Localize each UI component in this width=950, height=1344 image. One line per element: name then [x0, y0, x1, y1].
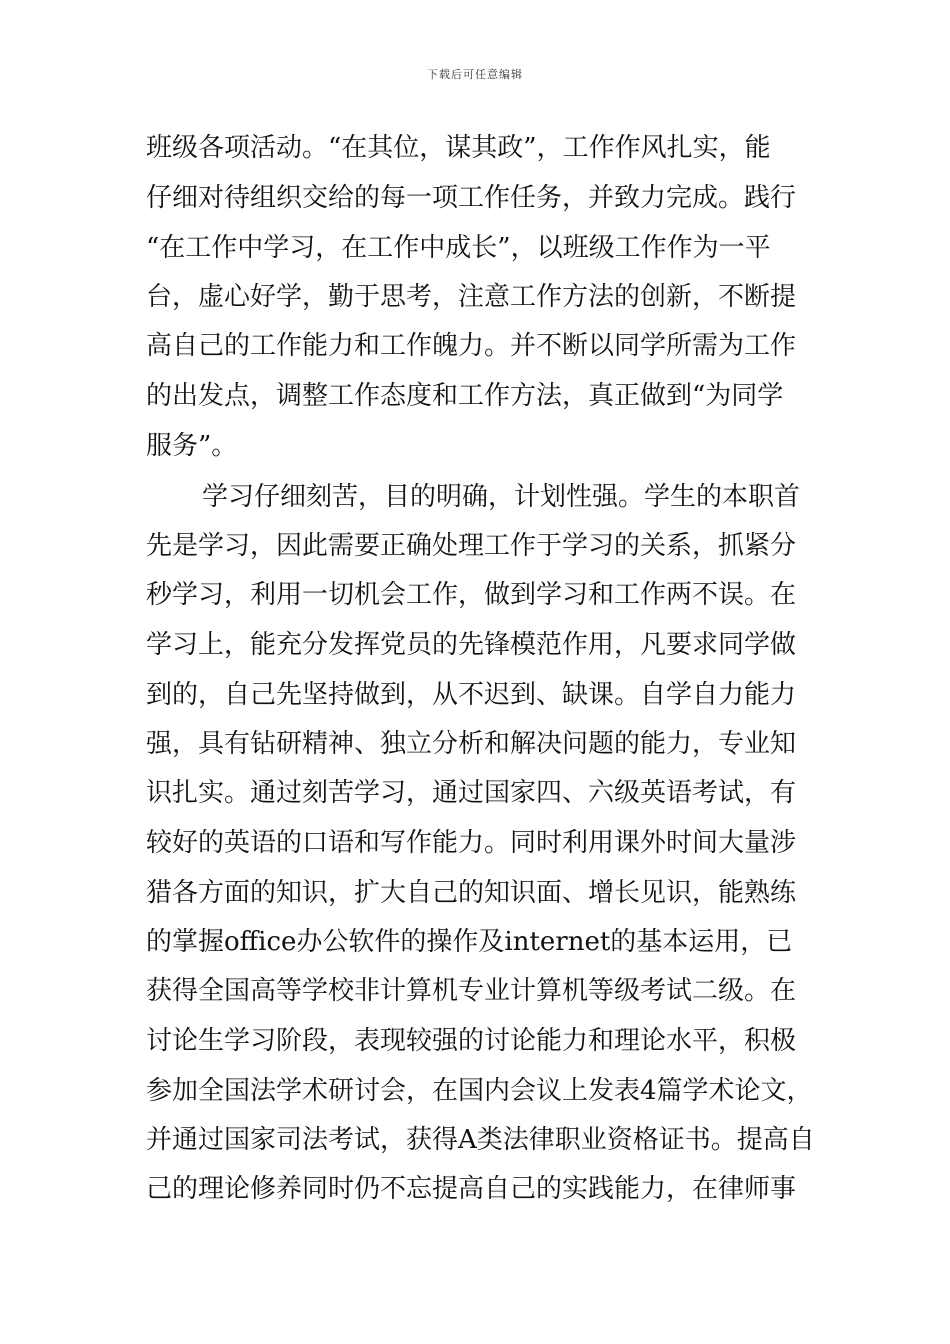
paragraph-first-line: 学习仔细刻苦，目的明确，计划性强。学生的本职首	[202, 482, 801, 512]
text-line: 学习上，能充分发挥党员的先锋模范作用，凡要求同学做	[146, 630, 797, 660]
text-line: 猎各方面的知识，扩大自己的知识面、增长见识，能熟练	[146, 878, 797, 908]
text-line: 到的，自己先坚持做到，从不迟到、缺课。自学自力能力	[146, 680, 797, 710]
text-line: 仔细对待组织交给的每一项工作任务，并致力完成。践行	[146, 183, 797, 213]
text-line: 己的理论修养同时仍不忘提高自己的实践能力，在律师事	[146, 1174, 797, 1204]
text-line: 识扎实。通过刻苦学习，通过国家四、六级英语考试，有	[146, 778, 797, 808]
text-line: “在工作中学习，在工作中成长”，以班级工作作为一平	[146, 233, 771, 263]
text-line: 高自己的工作能力和工作魄力。并不断以同学所需为工作	[146, 331, 797, 361]
text-line: 服务”。	[146, 431, 238, 461]
text-line: 的出发点，调整工作态度和工作方法，真正做到“为同学	[146, 381, 784, 411]
text-line: 班级各项活动。“在其位，谋其政”，工作作风扎实，能	[146, 133, 771, 163]
text-line: 并通过国家司法考试，获得A类法律职业资格证书。提高自	[146, 1125, 815, 1155]
page-header: 下载后可任意编辑	[427, 68, 523, 81]
text-line: 强，具有钻研精神、独立分析和解决问题的能力，专业知	[146, 729, 797, 759]
text-line: 讨论生学习阶段，表现较强的讨论能力和理论水平，积极	[146, 1026, 797, 1056]
text-line: 先是学习，因此需要正确处理工作于学习的关系，抓紧分	[146, 531, 797, 561]
text-line: 台，虚心好学，勤于思考，注意工作方法的创新，不断提	[146, 282, 797, 312]
text-line: 较好的英语的口语和写作能力。同时利用课外时间大量涉	[146, 828, 797, 858]
text-line: 秒学习，利用一切机会工作，做到学习和工作两不误。在	[146, 580, 797, 610]
text-line: 获得全国高等学校非计算机专业计算机等级考试二级。在	[146, 976, 797, 1006]
text-line: 的掌握office办公软件的操作及internet的基本运用，已	[146, 927, 793, 957]
text-line: 参加全国法学术研讨会，在国内会议上发表4篇学术论文，	[146, 1076, 813, 1106]
